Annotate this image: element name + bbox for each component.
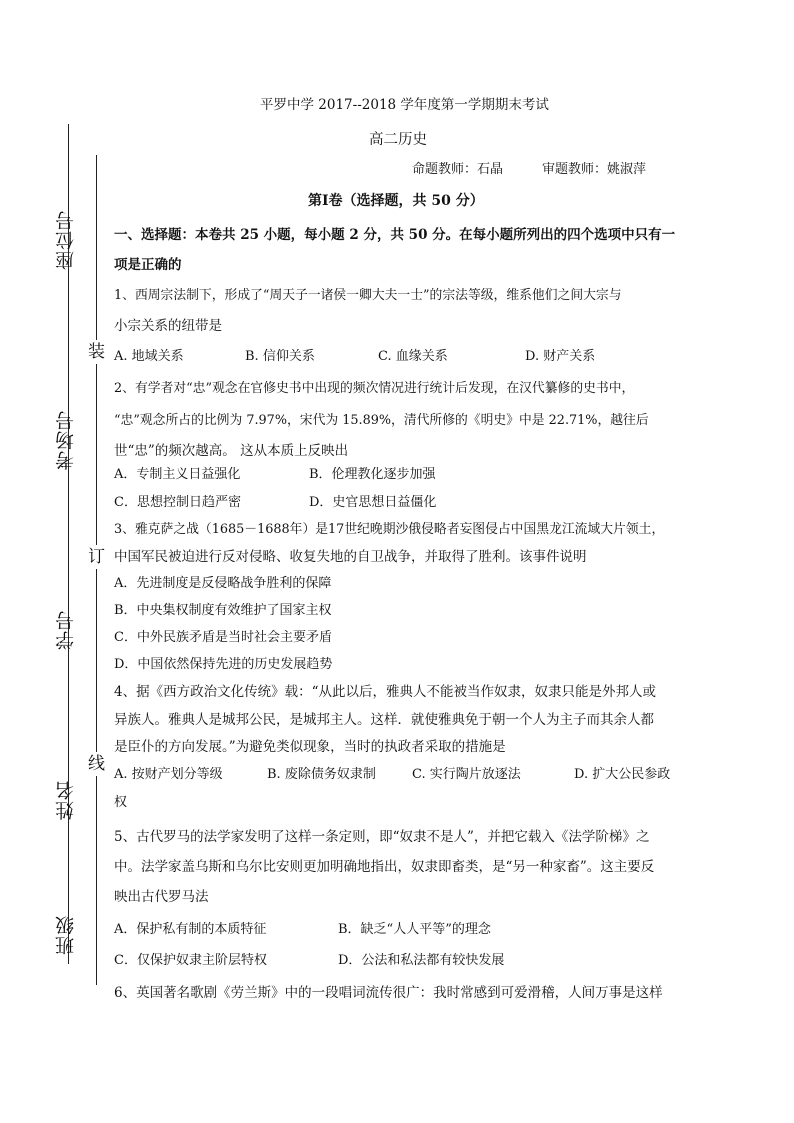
option-d: D．中国依然保持先进的历史发展趋势 [114,657,333,672]
instructions-line-2: 项是正确的 [114,257,182,273]
question-text-line: 小宗关系的纽带是 [114,318,222,334]
question-text-line: 中。法学家盖乌斯和乌尔比安则更加明确地指出，奴隶即畜类，是“另一种家畜”。这主要反 [114,859,655,875]
question-text-line: 4、据《西方政治文化传统》载：“从此以后，雅典人不能被当作奴隶，奴隶只能是外邦人或 [114,684,656,700]
question-text-line: 中国军民被迫进行反对侵略、收复失地的自卫战争，并取得了胜利。该事件说明 [114,549,587,565]
option-b: B. 信仰关系 [245,349,315,364]
seat-number-label: 座位号 [55,210,77,270]
option-b: B．中央集权制度有效维护了国家主权 [114,603,332,618]
option-b: B．缺乏“人人平等”的理念 [338,922,491,937]
option-b: B．伦理教化逐步加强 [309,467,436,482]
inner-binding-line [96,155,97,985]
subject-title: 高二历史 [369,132,427,148]
name-label: 姓名 [55,780,77,820]
option-d: D. 扩大公民参政 [574,767,671,782]
question-text-line: 3、雅克萨之战（1685－1688年）是17世纪晚期沙俄侵略者妄图侵占中国黑龙江流域大片领土， [114,522,665,537]
option-c: C．仅保护奴隶主阶层特权 [114,953,267,968]
question-text-line: 6、英国著名歌剧《劳兰斯》中的一段唱词流传很广：我时常感到可爱滑稽，人间万事是这样 [114,985,663,1001]
question-text-line: 2、有学者对“忠”观念在官修史书中出现的频次情况进行统计后发现，在汉代纂修的史书中， [114,381,635,396]
binding-mark-zhuang: 装 [88,342,105,362]
option-a: A. 地域关系 [114,349,184,364]
option-c: C．思想控制日趋严密 [114,495,241,510]
class-label: 班级 [55,915,77,955]
section-title: 第Ⅰ卷（选择题，共 50 分） [308,193,484,209]
option-d: D．公法和私法都有较快发展 [338,953,505,968]
option-a: A．先进制度是反侵略战争胜利的保障 [114,576,332,591]
student-id-label: 学号 [55,610,77,650]
option-c: C. 血缘关系 [378,349,448,364]
option-c: C. 实行陶片放逐法 [412,767,521,782]
option-b: B. 废除债务奴隶制 [267,767,376,782]
question-text-line: 1、西周宗法制下，形成了“周天子一诸侯一卿大夫一士”的宗法等级，维系他们之间大宗与 [114,288,622,303]
binding-mark-ding: 订 [88,547,105,567]
option-d: D. 财产关系 [525,349,596,364]
binding-mark-xian: 线 [88,754,105,774]
option-a: A. 按财产划分等级 [114,767,223,782]
exam-room-label: 考场号 [55,410,77,470]
question-text-line: 异族人。雅典人是城邦公民，是城邦主人。这样．就使雅典免于朝一个人为主子而其余人都 [114,712,654,728]
option-d: D．史官思想日益僵化 [309,495,437,510]
question-text-line: 世“忠”的频次越高。 这从本质上反映出 [114,443,349,459]
instructions-line-1: 一、选择题：本卷共 25 小题，每小题 2 分，共 50 分。在每小题所列出的四个选项中只有一 [114,227,676,243]
exam-title: 平罗中学 2017--2018 学年度第一学期期末考试 [260,97,549,113]
question-text-line: “忠”观念所占的比例为 7.97%，宋代为 15.89%，清代所修的《明史》中是 22.71%，越往后 [114,413,649,428]
option-c: C．中外民族矛盾是当时社会主要矛盾 [114,630,332,645]
option-a: A．专制主义日益强化 [114,467,241,482]
option-a: A．保护私有制的本质特征 [114,922,267,937]
option-d-wrap: 权 [114,795,128,810]
question-text-line: 是臣仆的方向发展。”为避免类似现象，当时的执政者采取的措施是 [114,739,506,755]
question-text-line: 5、古代罗马的法学家发明了这样一条定则，即“奴隶不是人”，并把它载入《法学阶梯》之 [114,829,650,845]
question-text-line: 映出古代罗马法 [114,889,209,905]
teachers-line: 命题教师：石晶 审题教师：姚淑萍 [412,162,647,177]
